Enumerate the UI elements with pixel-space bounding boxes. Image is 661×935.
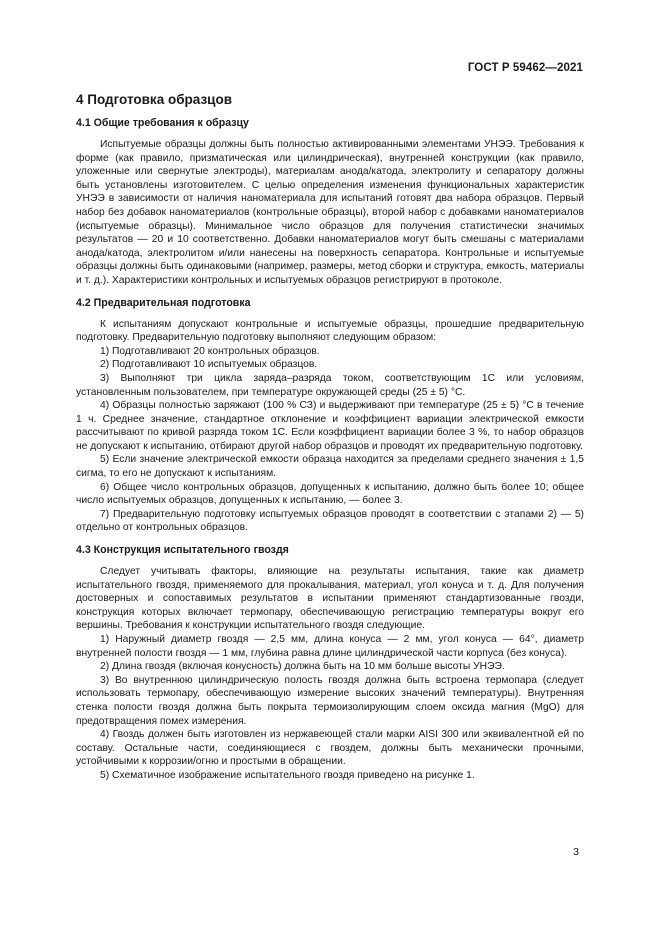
list-item: 2) Длина гвоздя (включая конусность) должна быть на 10 мм больше высоты УНЭЭ. — [100, 661, 505, 673]
list-item: 3) Выполняют три цикла заряда–разряда током, соответствующим 1C или условиям, установленным пользователем, при температуре окружающей среды (25 ± 5) °C. — [76, 372, 584, 398]
list-item: 5) Если значение электрической емкости образца находится за пределами среднего значения ± 1,5 сигма, то его не допускают к испытаниям. — [76, 454, 584, 480]
section-title: 4.1 Общие требования к образцу — [76, 117, 249, 129]
section-4-3 — [76, 543, 584, 783]
list-item: 6) Общее число контрольных образцов, допущенных к испытанию, должно быть более 10; общее число испытуемых образцов, допущенных к испытанию, — более 3. — [76, 481, 584, 507]
paragraph: Следует учитывать факторы, влияющие на результаты испытания, такие как диаметр испытательного гвоздя, применяемого для прокалывания, материал, угол конуса и т. д. Для получения достоверных и сопоставимых результатов в испытании применяют стандартизованные гвозди, конструкция которых включает термопару, обеспечивающую регистрацию температуры вокруг его вершины. Требования к конструкции испытательного гвоздя следующие. — [76, 566, 584, 632]
paragraph: Испытуемые образцы должны быть полностью активированными элементами УНЭЭ. Требования к форме (как правило, призматическая или цилиндрическая), внутренней конструкции (как правило, уложенные или свернутые электроды), материалам анода/катода, электролиту и сепаратору должны быть установлены изготовителем. С целью определения изменения функциональных характеристик УНЭЭ в зависимости от наличия наноматериала для испытаний готовят два набора образцов. Первый набор без добавок наноматериалов (контрольные образцы), второй набор с добавками наноматериалов (испытуемые образцы). Минимальное число образцов для получения статистически значимых результатов — 20 и 10 соответственно. Добавки наноматериалов могут быть смешаны с материалами анода/катода, электролитом и/или нанесены на поверхность сепаратора. Контрольные и испытуемые образцы должны быть одинаковыми (например, размеры, метод сборки и структура, емкость, материалы и т. д.). Характеристики контрольных и испытуемых образцов регистрируют в протоколе. — [76, 139, 584, 286]
list-item: 7) Предварительную подготовку испытуемых образцов проводят в соответствии с этапами 2) — 5) отдельно от контрольных образцов. — [76, 508, 584, 534]
list-item: 2) Подготавливают 10 испытуемых образцов. — [100, 359, 318, 371]
list-item: 3) Во внутреннюю цилиндрическую полость гвоздя должна быть встроена термопара (следует использовать термопару, обеспечивающую измерение высоких значений температуры). Внутренняя стенка полости гвоздя должна быть покрыта термоизолирующим слоем оксида магния (MgO) для предотвращения помех измерения. — [76, 674, 584, 727]
section-4-1 — [76, 116, 584, 288]
list-item: 4) Гвоздь должен быть изготовлен из нержавеющей стали марки AISI 300 или эквивалентной ей по составу. Остальные части, соединяющиеся с гвоздем, должны быть механически прочными, устойчивыми к коррозии/огню и простыми в обращении. — [76, 729, 584, 768]
paragraph: К испытаниям допускают контрольные и испытуемые образцы, прошедшие предварительную подготовку. Предварительную подготовку выполняют следующим образом: — [76, 318, 584, 344]
page-number: 3 — [573, 846, 579, 858]
document-body — [76, 88, 584, 791]
standard-code: ГОСТ Р 59462—2021 — [467, 62, 583, 74]
list-item: 1) Наружный диаметр гвоздя — 2,5 мм, длина конуса — 2 мм, угол конуса — 64°, диаметр внутренней полости гвоздя — 1 мм, глубина равна длине цилиндрической части корпуса (без конуса). — [76, 634, 584, 659]
section-4-2 — [76, 296, 584, 536]
list-item: 4) Образцы полностью заряжают (100 % СЗ) и выдерживают при температуре (25 ± 5) °C в течение 1 ч. Среднее значение, стандартное отклонение и коэффициент вариации электрической емкости рассчитывают по кривой разряда током 1C. Если коэффициент вариации более 3 %, то набор образцов не допускают к испытанию, отбирают другой набор образцов и проводят их предварительную подготовку. — [76, 400, 584, 452]
chapter-title: 4 Подготовка образцов — [76, 92, 233, 107]
list-item: 1) Подготавливают 20 контрольных образцов. — [100, 345, 320, 357]
section-title: 4.2 Предварительная подготовка — [76, 296, 251, 309]
list-item: 5) Схематичное изображение испытательного гвоздя приведено на рисунке 1. — [100, 769, 475, 781]
section-title: 4.3 Конструкция испытательного гвоздя — [76, 544, 289, 557]
